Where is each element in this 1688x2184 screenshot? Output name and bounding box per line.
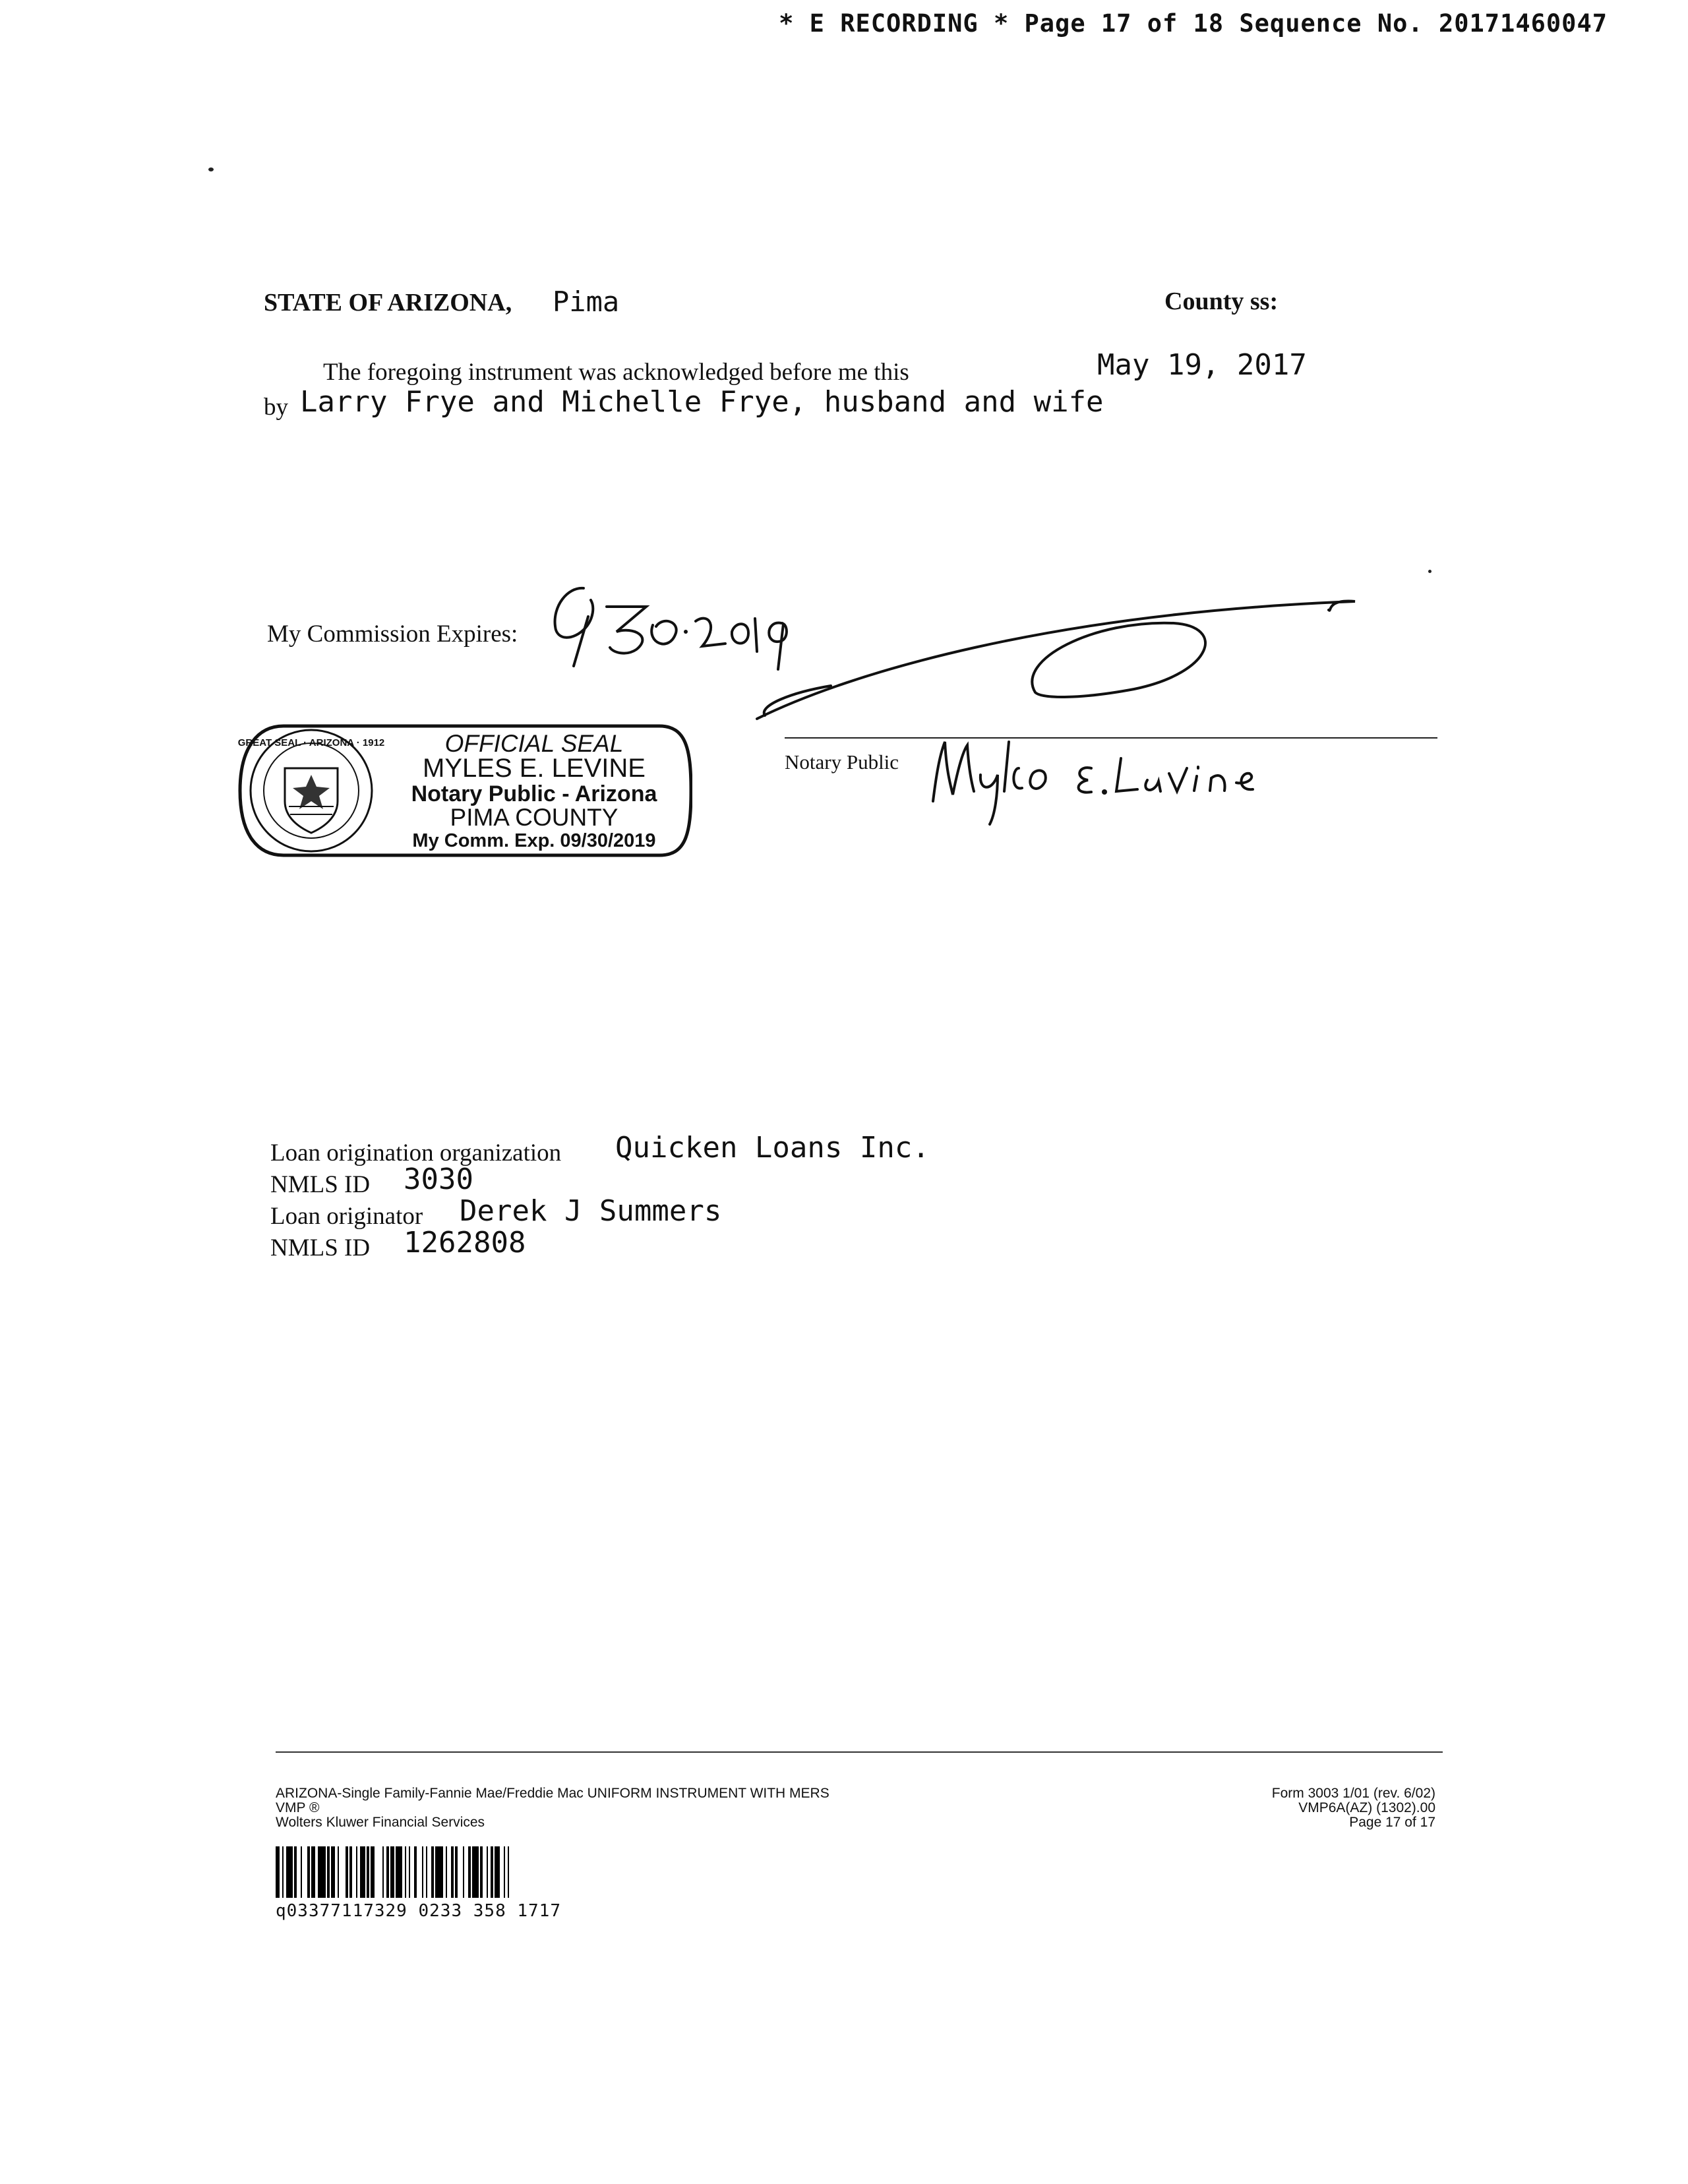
barcode-bar bbox=[426, 1846, 427, 1898]
barcode-bar bbox=[386, 1846, 389, 1898]
barcode-bar bbox=[371, 1846, 375, 1898]
barcode-bar bbox=[294, 1846, 297, 1898]
barcode-bar bbox=[301, 1846, 302, 1898]
notary-public-label: Notary Public bbox=[785, 750, 899, 774]
recording-header: * E RECORDING * Page 17 of 18 Sequence No. 20171460047 bbox=[779, 9, 1608, 38]
official-seal bbox=[237, 722, 692, 859]
county-value: Pima bbox=[553, 286, 620, 318]
barcode-bar bbox=[346, 1846, 348, 1898]
loan-org-nmls-value: 3030 bbox=[404, 1163, 473, 1196]
loan-originator-label: Loan originator bbox=[270, 1203, 423, 1230]
seal-ring-text: GREAT SEAL · ARIZONA · 1912 bbox=[237, 737, 385, 748]
barcode-bar bbox=[307, 1846, 310, 1898]
barcode-bar bbox=[468, 1846, 471, 1898]
loan-org-nmls-label: NMLS ID bbox=[270, 1171, 371, 1198]
by-label: by bbox=[264, 394, 288, 421]
barcode-bar bbox=[276, 1846, 280, 1898]
barcode-bar bbox=[491, 1846, 493, 1898]
barcode-bar bbox=[422, 1846, 423, 1898]
barcode-bar bbox=[360, 1846, 365, 1898]
barcode-bar bbox=[286, 1846, 293, 1898]
barcode-bar bbox=[356, 1846, 357, 1898]
commission-expires-label: My Commission Expires: bbox=[267, 621, 518, 648]
footer-rule bbox=[276, 1751, 1443, 1753]
footer-vmp: VMP ® bbox=[276, 1800, 320, 1815]
barcode-bar bbox=[390, 1846, 394, 1898]
barcode-bar bbox=[382, 1846, 384, 1898]
footer-form-title: ARIZONA-Single Family-Fannie Mae/Freddie Mac UNIFORM INSTRUMENT WITH MERS bbox=[276, 1786, 829, 1801]
notary-signature bbox=[926, 729, 1322, 828]
scan-speck bbox=[208, 167, 214, 171]
barcode-bar bbox=[446, 1846, 447, 1898]
barcode-bar bbox=[508, 1846, 509, 1898]
seal-title: OFFICIAL SEAL bbox=[444, 730, 624, 757]
barcode-bar bbox=[451, 1846, 454, 1898]
scan-speck bbox=[1428, 570, 1432, 573]
barcode-bar bbox=[431, 1846, 434, 1898]
loan-originator-nmls-value: 1262808 bbox=[404, 1226, 526, 1259]
barcode-bar bbox=[487, 1846, 488, 1898]
acknowledgment-date: May 19, 2017 bbox=[1097, 348, 1307, 382]
barcode-bar bbox=[311, 1846, 315, 1898]
acknowledgment-text: The foregoing instrument was acknowledged before me this bbox=[323, 359, 909, 386]
footer-form-number: Form 3003 1/01 (rev. 6/02) bbox=[1271, 1786, 1435, 1801]
barcode-bar bbox=[414, 1846, 417, 1898]
seal-county: PIMA COUNTY bbox=[450, 804, 618, 831]
seal-notary-title: Notary Public - Arizona bbox=[411, 781, 657, 806]
barcode-bar bbox=[495, 1846, 500, 1898]
barcode-bar bbox=[331, 1846, 335, 1898]
seal-commission-expiration: My Comm. Exp. 09/30/2019 bbox=[412, 830, 656, 851]
loan-originator-value: Derek J Summers bbox=[460, 1194, 722, 1228]
barcode-bar bbox=[409, 1846, 410, 1898]
barcode-bar bbox=[472, 1846, 479, 1898]
barcode-bar bbox=[367, 1846, 369, 1898]
barcode-bar bbox=[455, 1846, 458, 1898]
barcode-number: q03377117329 0233 358 1717 bbox=[276, 1901, 561, 1921]
barcode-bar bbox=[282, 1846, 284, 1898]
signer-names: Larry Frye and Michelle Frye, husband and wife bbox=[300, 385, 1104, 419]
barcode-bar bbox=[463, 1846, 464, 1898]
seal-notary-name: MYLES E. LEVINE bbox=[423, 754, 646, 783]
state-label: STATE OF ARIZONA, bbox=[264, 289, 512, 317]
barcode-bar bbox=[405, 1846, 406, 1898]
signature-flourish bbox=[752, 593, 1365, 725]
barcode-bar bbox=[504, 1846, 505, 1898]
county-ss-label: County ss: bbox=[1164, 288, 1279, 315]
loan-org-value: Quicken Loans Inc. bbox=[615, 1131, 930, 1165]
barcode-bar bbox=[480, 1846, 483, 1898]
barcode-bar bbox=[318, 1846, 326, 1898]
barcode-bar bbox=[327, 1846, 330, 1898]
barcode-bar bbox=[435, 1846, 443, 1898]
barcode-bar bbox=[396, 1846, 402, 1898]
footer-vmp-code: VMP6A(AZ) (1302).00 bbox=[1298, 1800, 1435, 1815]
footer-publisher: Wolters Kluwer Financial Services bbox=[276, 1815, 485, 1830]
loan-originator-nmls-label: NMLS ID bbox=[270, 1234, 371, 1261]
barcode bbox=[276, 1846, 737, 1899]
barcode-bar bbox=[338, 1846, 339, 1898]
footer-page-number: Page 17 of 17 bbox=[1349, 1815, 1435, 1830]
barcode-bar bbox=[349, 1846, 352, 1898]
loan-org-label: Loan origination organization bbox=[270, 1139, 562, 1167]
